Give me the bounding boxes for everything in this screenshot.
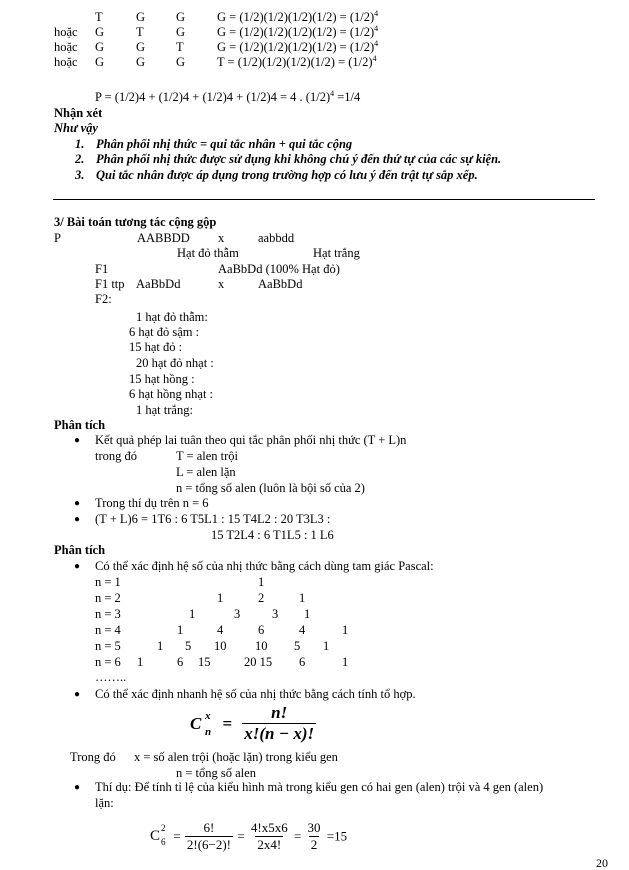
- case-2-col-3: G: [176, 25, 186, 39]
- example-text-line-1: Thí dụ: Để tính tỉ lệ của kiểu hình mà trong kiểu gen có hai gen (alen) trội và 4 gen (alen): [95, 780, 544, 794]
- definition-t: T = alen trội: [176, 449, 239, 463]
- conclusion-2-number: 2.: [75, 152, 85, 166]
- definition-n: n = tổng số alen (luôn là bội số của 2): [176, 481, 365, 495]
- pascal-number: 10: [255, 639, 268, 653]
- pascal-row-label: n = 5: [95, 639, 121, 653]
- analysis-1-heading: Phân tích: [54, 418, 106, 432]
- f2-item: 6 hạt đỏ sậm :: [129, 325, 200, 339]
- remark-heading: Nhận xét: [54, 106, 103, 120]
- case-2-prefix: hoặc: [54, 25, 78, 39]
- case-3-col-3: T: [176, 40, 184, 54]
- case-2-col-2: T: [136, 25, 144, 39]
- section-divider: [53, 199, 595, 200]
- f1-value: AaBbDd (100% Hạt đỏ): [218, 262, 340, 276]
- case-3-col-2: G: [136, 40, 146, 54]
- f1ttp-label: F1 ttp: [95, 277, 125, 291]
- bullet-icon: ●: [74, 514, 81, 525]
- pascal-number: 1: [342, 655, 349, 669]
- pascal-number: 1: [258, 575, 265, 589]
- pascal-number: 1: [217, 591, 224, 605]
- analysis-1-point-1: Kết quả phép lai tuân theo qui tắc phân phối nhị thức (T + L)n: [95, 433, 407, 447]
- p-cross-x: x: [218, 231, 225, 245]
- conclusion-3-number: 3.: [75, 168, 85, 182]
- case-1-col-2: G: [136, 10, 146, 24]
- f2-label: F2:: [95, 292, 112, 306]
- pascal-row-label: n = 6: [95, 655, 121, 669]
- pascal-number: 6: [258, 623, 265, 637]
- case-1-col-3: G: [176, 10, 186, 24]
- conclusion-1-number: 1.: [75, 137, 85, 151]
- formula-where: Trong đó: [70, 750, 116, 764]
- section-3-title: 3/ Bài toán tương tác cộng gộp: [54, 215, 217, 229]
- pascal-number: 1: [137, 655, 144, 669]
- definition-x: x = số alen trội (hoặc lặn) trong kiểu gen: [134, 750, 338, 764]
- pascal-row-label: n = 2: [95, 591, 121, 605]
- pascal-number: 1: [304, 607, 311, 621]
- pascal-number: 1: [323, 639, 330, 653]
- pascal-number: 10: [214, 639, 227, 653]
- bullet-icon: ●: [74, 561, 81, 572]
- conclusion-1-text: Phân phối nhị thức = qui tắc nhân + qui tắc cộng: [96, 137, 353, 151]
- f2-item: 6 hạt hồng nhạt :: [129, 387, 214, 401]
- case-4-col-3: G: [176, 55, 186, 69]
- f2-item: 15 hạt đỏ :: [129, 340, 183, 354]
- pascal-number: 1: [157, 639, 164, 653]
- bullet-icon: ●: [74, 498, 81, 509]
- p-parent-2: aabbdd: [258, 231, 295, 245]
- f2-item: 1 hạt trắng:: [136, 403, 193, 417]
- analysis-2-heading: Phân tích: [54, 543, 106, 557]
- pascal-intro: Có thể xác định hệ số của nhị thức bằng cách dùng tam giác Pascal:: [95, 559, 434, 573]
- f1ttp-parent-a: AaBbDd: [136, 277, 181, 291]
- pascal-number: 5: [294, 639, 301, 653]
- pascal-number: 4: [217, 623, 224, 637]
- pascal-row-label: n = 1: [95, 575, 121, 589]
- p-label: P: [54, 231, 61, 245]
- pascal-number: 2: [258, 591, 265, 605]
- case-1-formula: $G = (1/2)(1/2)(1/2)(1/2) = (1/2)^4$: [217, 9, 379, 24]
- bullet-icon: ●: [74, 689, 81, 700]
- pascal-number: 20 15: [244, 655, 273, 669]
- page-number: 20: [596, 856, 608, 870]
- pascal-ellipsis: ……..: [95, 670, 127, 684]
- parent-1-phenotype: Hạt đỏ thẫm: [177, 246, 239, 260]
- pascal-number: 6: [177, 655, 184, 669]
- f2-item: 15 hạt hồng :: [129, 372, 195, 386]
- pascal-number: 6: [299, 655, 306, 669]
- pascal-row-label: n = 3: [95, 607, 121, 621]
- conclusion-2-text: Phân phối nhị thức được sử dụng khi không chú ý đến thứ tự của các sự kiện.: [96, 152, 502, 166]
- thus-heading: Như vậy: [54, 121, 98, 135]
- combination-intro: Có thể xác định nhanh hệ số của nhị thức bằng cách tính tổ hợp.: [95, 687, 416, 701]
- bullet-icon: ●: [74, 435, 81, 446]
- binomial-expansion-line-2: 15 T2L4 : 6 T1L5 : 1 L6: [211, 528, 334, 542]
- definition-n-total: n = tổng số alen: [176, 766, 256, 780]
- case-3-formula: $G = (1/2)(1/2)(1/2)(1/2) = (1/2)^4$: [217, 39, 379, 54]
- example-text-line-2: lặn:: [95, 796, 114, 810]
- case-2-formula: $G = (1/2)(1/2)(1/2)(1/2) = (1/2)^4$: [217, 24, 379, 39]
- f2-item: 1 hạt đỏ thẫm:: [136, 310, 208, 324]
- parent-2-phenotype: Hạt trắng: [313, 246, 360, 260]
- pascal-number: 5: [185, 639, 192, 653]
- conclusion-3-text: Qui tắc nhân được áp dụng trong trường hợp có lưu ý đến trật tự sắp xếp.: [96, 168, 478, 182]
- case-3-col-1: G: [95, 40, 105, 54]
- f1-label: F1: [95, 262, 109, 276]
- f1ttp-parent-b: AaBbDd: [258, 277, 303, 291]
- definition-l: L = alen lặn: [176, 465, 236, 479]
- case-1-col-1: T: [95, 10, 103, 24]
- probability-sum: P = (1/2)4 + (1/2)4 + (1/2)4 + (1/2)4 = 4 . $(1/2)^4 =1/4$: [95, 89, 361, 104]
- case-4-col-1: G: [95, 55, 105, 69]
- pascal-row-label: n = 4: [95, 623, 121, 637]
- bullet-icon: ●: [74, 782, 81, 793]
- p-parent-1: AABBDD: [137, 231, 190, 245]
- case-4-col-2: G: [136, 55, 146, 69]
- pascal-number: 1: [177, 623, 184, 637]
- pascal-number: 1: [299, 591, 306, 605]
- pascal-number: 3: [234, 607, 241, 621]
- pascal-number: 3: [272, 607, 279, 621]
- f2-item: 20 hạt đỏ nhạt :: [136, 356, 214, 370]
- case-4-prefix: hoặc: [54, 55, 78, 69]
- analysis-1-where: trong đó: [95, 449, 138, 463]
- case-2-col-1: G: [95, 25, 105, 39]
- f1ttp-cross-x: x: [218, 277, 225, 291]
- case-4-formula: $T = (1/2)(1/2)(1/2)(1/2) = (1/2)^4$: [217, 54, 377, 69]
- pascal-number: 1: [342, 623, 349, 637]
- analysis-1-point-2: Trong thí dụ trên n = 6: [95, 496, 209, 510]
- pascal-number: 15: [198, 655, 211, 669]
- binomial-expansion-line-1: (T + L)6 = 1T6 : 6 T5L1 : 15 T4L2 : 20 T3L3 :: [95, 512, 331, 526]
- combination-formula: C x n = $\frac{n!}{x!(n - x)!}$: [190, 703, 315, 744]
- example-computation: C 2 6 = $\frac{6!}{2!(6-2)!}$ = $\frac{4!x5x6}{2x4!}$ = $\frac{30}{2}$ =15: [150, 820, 348, 852]
- case-3-prefix: hoặc: [54, 40, 78, 54]
- pascal-number: 4: [299, 623, 306, 637]
- pascal-number: 1: [189, 607, 196, 621]
